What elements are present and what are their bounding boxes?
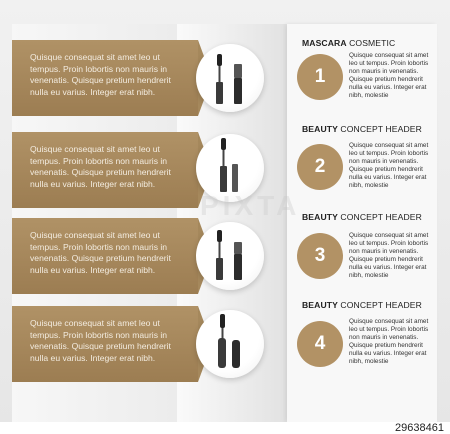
block-heading: BEAUTY CONCEPT HEADER	[302, 300, 422, 310]
block-description: Quisque consequat sit amet leo ut tempus. Proin lobortis non mauris in venenatis. Quisque pretium hendrerit nulla eu varius. Integer erat nibh, molestie	[349, 232, 429, 280]
block-description: Quisque consequat sit amet leo ut tempus. Proin lobortis non mauris in venenatis. Quisque pretium hendrerit nulla eu varius. Integer erat nibh, molestie	[349, 142, 429, 190]
step-number-badge: 2	[297, 144, 343, 190]
mascara-wand-and-tube-icon	[196, 222, 264, 290]
block-description: Quisque consequat sit amet leo ut tempus. Proin lobortis non mauris in venenatis. Quisque pretium hendrerit nulla eu varius. Integer erat nibh, molestie	[349, 52, 429, 100]
gold-ribbon-band	[12, 218, 198, 294]
block-heading: BEAUTY CONCEPT HEADER	[302, 212, 422, 222]
mascara-disc	[196, 310, 264, 378]
ribbon-text: Quisque consequat sit amet leo ut tempus. Proin lobortis non mauris in venenatis. Quisque pretium hendrerit nulla eu varius. Integer erat nibh.	[30, 144, 171, 190]
footer-strip	[0, 422, 450, 434]
stock-id: 29638461	[395, 422, 444, 434]
block-heading: MASCARA COSMETIC	[302, 38, 396, 48]
mascara-disc	[196, 44, 264, 112]
block-heading: BEAUTY CONCEPT HEADER	[302, 124, 422, 134]
step-number-badge: 1	[297, 54, 343, 100]
watermark: PIXTA	[200, 190, 301, 221]
block-description: Quisque consequat sit amet leo ut tempus. Proin lobortis non mauris in venenatis. Quisque pretium hendrerit nulla eu varius. Integer erat nibh, molestie	[349, 318, 429, 366]
mascara-wand-and-tube-icon	[196, 44, 264, 112]
ribbon-text: Quisque consequat sit amet leo ut tempus. Proin lobortis non mauris in venenatis. Quisque pretium hendrerit nulla eu varius. Integer erat nibh.	[30, 52, 171, 98]
mascara-disc	[196, 222, 264, 290]
ribbon-text: Quisque consequat sit amet leo ut tempus. Proin lobortis non mauris in venenatis. Quisque pretium hendrerit nulla eu varius. Integer erat nibh.	[30, 230, 171, 276]
mascara-wand-and-tube-icon	[196, 310, 264, 378]
ribbon-text: Quisque consequat sit amet leo ut tempus. Proin lobortis non mauris in venenatis. Quisque pretium hendrerit nulla eu varius. Integer erat nibh.	[30, 318, 171, 364]
step-number-badge: 4	[297, 321, 343, 367]
gold-ribbon-band	[12, 132, 198, 208]
gold-ribbon-band	[12, 306, 198, 382]
gold-ribbon-band	[12, 40, 198, 116]
step-number-badge: 3	[297, 233, 343, 279]
